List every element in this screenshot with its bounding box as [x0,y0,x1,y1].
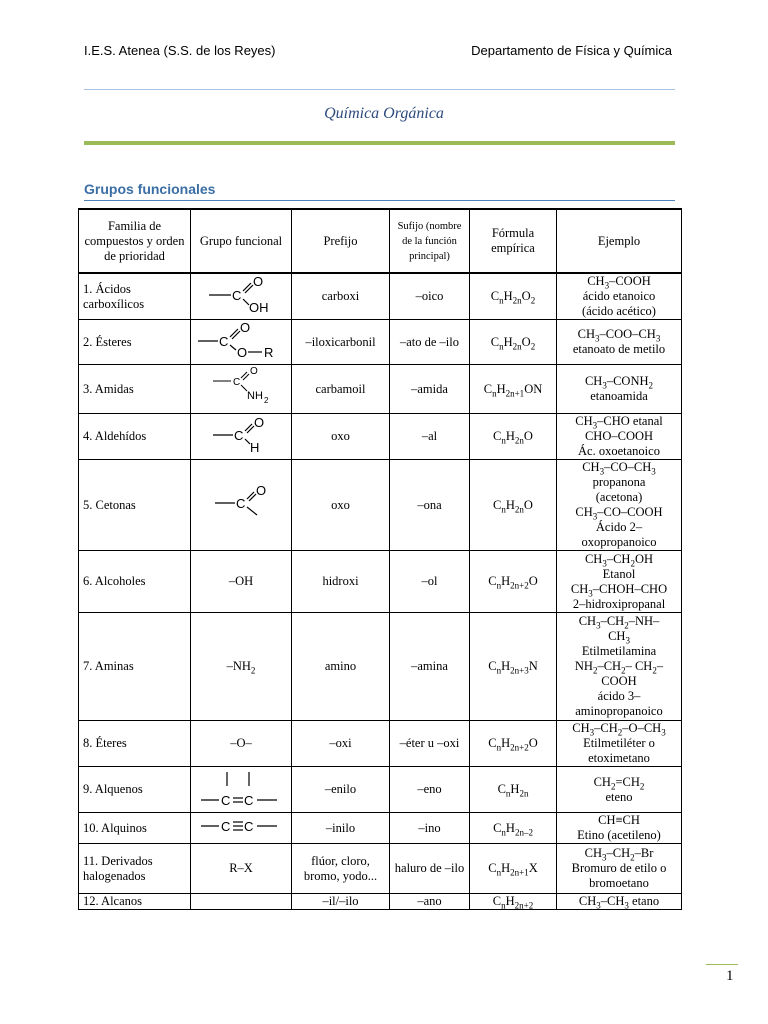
section-underline [84,200,675,201]
ejemplo-line: propanona [592,475,646,489]
cell-formula: $C_nH_{2n-2}$ [470,813,557,844]
svg-text:C: C [232,287,242,303]
cell-ejemplo [557,767,682,813]
ejemplo-line: $CH_3-CHOH$–CHO [570,581,668,598]
cell-familia: 6. Alcoholes [79,551,191,613]
table-row [79,721,682,767]
cell-familia: 2. Ésteres [79,320,191,365]
cell-sufijo: –oico [390,273,470,320]
cell-ejemplo [557,273,682,320]
header-school: I.E.S. Atenea (S.S. de los Reyes) [84,43,276,58]
ejemplo-line: COOH [601,674,637,688]
svg-text:O: O [237,345,248,360]
ejemplo-line: Bromuro de etilo o [571,861,667,875]
ejemplo-line: (acetona) [595,490,643,504]
cell-sufijo: –amida [390,365,470,414]
ejemplo-line: 2–hidroxipropanal [572,596,666,611]
cell-sufijo: –al [390,414,470,460]
alkyne-structure-icon [191,813,292,844]
cell-ejemplo [557,365,682,414]
ejemplo-line: $CH_3-CH_2-O-CH_3$ [572,721,666,738]
cell-sufijo: –éter u –oxi [390,721,470,767]
cell-formula: $C_nH_{2n}O$ [470,414,557,460]
table-row [79,613,682,721]
svg-text:C: C [234,427,244,443]
table-row [79,365,682,414]
svg-text:NH: NH [247,390,263,402]
svg-text:C: C [221,819,231,834]
cell-sufijo: –ol [390,551,470,613]
table-header-row [79,209,682,273]
cell-familia: 3. Amidas [79,365,191,414]
cell-ejemplo [557,813,682,844]
cell-formula: $C_nH_{2n+2}O$ [470,551,557,613]
cell-prefijo: –inilo [292,813,390,844]
svg-text:OH: OH [249,299,269,315]
ejemplo-line: CHO–COOH [584,429,654,443]
svg-text:C: C [244,792,254,808]
table-row [79,813,682,844]
cell-prefijo: –iloxicarbonil [292,320,390,365]
cell-ejemplo [557,613,682,721]
cell-familia: 9. Alquenos [79,767,191,813]
cell-prefijo: carboxi [292,273,390,320]
cell-grupo: $-NH_2$ [191,613,292,721]
ejemplo-line: $CH_3-CH_3$ etano [578,894,660,911]
svg-text:H: H [250,439,260,455]
table-row [79,894,682,910]
cell-sufijo: –ino [390,813,470,844]
header-department: Departamento de Física y Química [471,43,672,58]
ejemplo-line: Etanol [602,566,636,581]
cell-ejemplo [557,414,682,460]
table-row [79,551,682,613]
ejemplo-line: $CH_3-COO-CH_3$ [577,327,661,344]
ejemplo-line: $CH_3-CH_2-NH-$ [578,614,660,631]
svg-text:2: 2 [264,396,269,405]
ejemplo-line: $CH_3-CH_2OH$ [584,551,654,568]
ejemplo-line: $CH_3-CO$–COOH [575,505,663,522]
cell-familia: 5. Cetonas [79,460,191,551]
cell-familia: 8. Éteres [79,721,191,767]
ejemplo-line: Etino (acetileno) [577,828,661,842]
ejemplo-line: etanoato de metilo [572,342,666,356]
svg-text:O: O [253,274,264,289]
aldehyde-structure-icon [191,414,292,460]
ejemplo-line: bromoetano [589,876,649,890]
cell-prefijo: oxo [292,460,390,551]
ejemplo-line: $CH_3$–COOH [587,274,651,291]
ejemplo-line: Ácido 2– [595,520,643,534]
cell-prefijo: amino [292,613,390,721]
cell-formula: $C_nH_{2n+2}O$ [470,721,557,767]
section-heading: Grupos funcionales [84,181,216,197]
ketone-structure-icon [191,460,292,551]
svg-text:O: O [254,414,265,430]
cell-sufijo: –eno [390,767,470,813]
cell-grupo: –O– [191,721,292,767]
title-underline [84,141,675,145]
ejemplo-line: eteno [605,789,633,804]
cell-ejemplo [557,721,682,767]
page-number: 1 [726,968,734,984]
cell-sufijo: –ano [390,894,470,910]
cell-formula: $C_nH_{2n+1}ON$ [470,365,557,414]
cell-grupo: R–X [191,844,292,894]
cell-grupo: –OH [191,551,292,613]
ejemplo-line: Ác. oxoetanoico [578,444,660,458]
cell-prefijo: hidroxi [292,551,390,613]
cell-formula: $C_nH_{2n}$ [470,767,557,813]
cell-grupo [191,894,292,910]
cell-prefijo: carbamoil [292,365,390,414]
cell-prefijo: oxo [292,414,390,460]
table-row [79,460,682,551]
cell-sufijo: –ato de –ilo [390,320,470,365]
svg-text:O: O [240,320,251,335]
carboxyl-structure-icon [191,273,292,320]
header-ejemplo: Ejemplo [557,209,682,273]
table-row [79,414,682,460]
cell-ejemplo [557,320,682,365]
ejemplo-line: $CH_2=CH_2$ [593,774,645,791]
table-row [79,273,682,320]
ester-structure-icon [191,320,292,365]
cell-prefijo: –enilo [292,767,390,813]
ejemplo-line: ácido etanoico [582,289,656,303]
ejemplo-line: $CH_3-CO-CH_3$ [582,460,656,477]
cell-ejemplo [557,551,682,613]
cell-familia: 7. Aminas [79,613,191,721]
svg-text:O: O [250,366,258,377]
cell-prefijo: –oxi [292,721,390,767]
cell-sufijo: –amina [390,613,470,721]
table-row [79,844,682,894]
ejemplo-line: etoximetano [588,751,650,765]
cell-formula: $C_nH_{2n}O$ [470,460,557,551]
svg-text:O: O [256,483,267,498]
header-prefijo: Prefijo [292,209,390,273]
header-familia: Familia de compuestos y orden de prioridad [79,209,191,273]
ejemplo-line: oxopropanoico [581,535,657,549]
svg-text:C: C [244,819,254,834]
cell-prefijo: flúor, cloro, bromo, yodo... [292,844,390,894]
cell-prefijo: –il/–ilo [292,894,390,910]
svg-text:C: C [221,792,231,808]
table-row [79,767,682,813]
cell-familia: 1. Ácidos carboxílicos [79,273,191,320]
svg-text:R: R [264,345,274,360]
alkene-structure-icon [191,767,292,813]
ejemplo-line: Etilmetilamina [581,644,657,658]
ejemplo-line: $NH_2-CH_2-$ $CH_2-$ [574,659,664,676]
cell-sufijo: –ona [390,460,470,551]
ejemplo-line: aminopropanoico [575,704,663,718]
svg-text:C: C [219,334,229,349]
ejemplo-line: CH≡CH [598,813,640,827]
cell-ejemplo [557,460,682,551]
functional-groups-table [78,208,682,910]
amide-structure-icon [191,365,292,414]
page-title: Química Orgánica [324,105,444,122]
cell-ejemplo [557,844,682,894]
table-row [79,320,682,365]
svg-text:C: C [233,377,241,388]
ejemplo-line: (ácido acético) [582,304,656,318]
ejemplo-line: etanoamida [590,389,648,403]
cell-formula: $C_nH_{2n+2}$ [470,894,557,910]
ejemplo-line: ácido 3– [597,689,641,703]
ejemplo-line: $CH_3-CONH_2$ [584,374,654,391]
cell-familia: 4. Aldehídos [79,414,191,460]
svg-text:C: C [236,496,246,511]
cell-formula: $C_nH_{2n}O_2$ [470,273,557,320]
header-divider [84,89,675,90]
ejemplo-line: $CH_3$ [608,629,630,646]
ejemplo-line: $CH_3$–CHO etanal [575,414,663,431]
cell-familia: 11. Derivados halogenados [79,844,191,894]
header-sufijo: Sufijo (nombre de la función principal) [390,209,470,273]
cell-familia: 12. Alcanos [79,894,191,910]
cell-familia: 10. Alquinos [79,813,191,844]
cell-formula: $C_nH_{2n}O_2$ [470,320,557,365]
cell-sufijo: haluro de –ilo [390,844,470,894]
header-formula: Fórmula empírica [470,209,557,273]
cell-formula: $C_nH_{2n+3}N$ [470,613,557,721]
ejemplo-line: $CH_3-CH_2-Br$ [584,846,654,863]
footer-divider [706,964,738,965]
ejemplo-line: Etilmetiléter o [583,736,655,750]
header-grupo: Grupo funcional [191,209,292,273]
cell-formula: $C_nH_{2n+1}X$ [470,844,557,894]
cell-ejemplo [557,894,682,910]
